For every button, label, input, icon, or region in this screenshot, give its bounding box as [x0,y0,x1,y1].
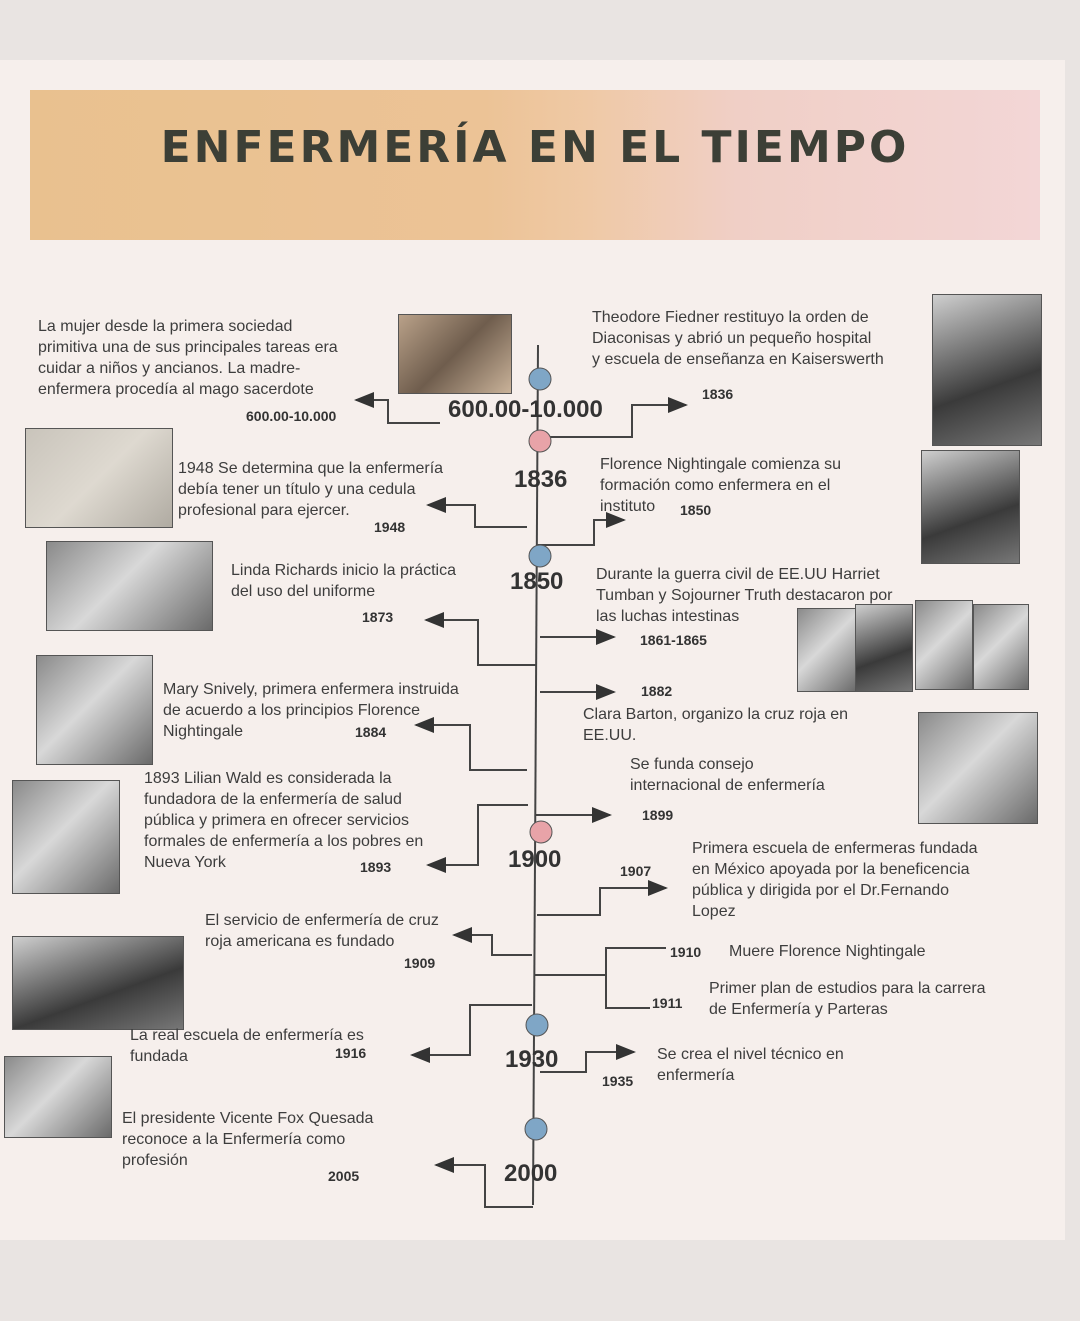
period-label: 1836 [514,466,568,493]
ancient-healer-image [398,314,512,394]
event-year: 1909 [404,955,436,971]
page-title: ENFERMERÍA EN EL TIEMPO [160,122,910,173]
event-text-1884: Mary Snively, primera enfermera instruida de acuerdo a los principios Florence Nightingale [163,681,459,740]
theodore-fliedner-portrait [932,294,1042,446]
event-text-1907: Primera escuela de enfermeras fundada en México apoyada por la beneficencia pública y dirigida por el Dr.Fernando Lopez [692,840,978,920]
event-text-2005: El presidente Vicente Fox Quesada reconoce a la Enfermería como profesión [122,1110,374,1169]
professional-license-document [25,428,173,528]
event-text-1882: Clara Barton, organizo la cruz roja en EE.UU. [583,706,849,744]
event-text-1911: Primer plan de estudios para la carrera de Enfermería y Parteras [709,980,986,1018]
clara-barton-portrait [918,712,1038,824]
event-year: 1911 [652,995,683,1011]
civil-war-portrait-3 [915,600,973,690]
event-text-1948: 1948 Se determina que la enfermería debía tener un título y una cedula profesional para ejercer. [178,460,444,519]
event-text-1850: Florence Nightingale comienza su formación como enfermera en el instituto [600,456,842,515]
event-year: 1861-1865 [640,632,707,648]
event-year: 1916 [335,1045,367,1061]
event-text-1899: Se funda consejo internacional de enfermería [630,756,825,794]
event-year: 2005 [328,1168,360,1184]
event-text-1935: Se crea el nivel técnico en enfermería [657,1046,844,1084]
period-label: 1930 [505,1046,559,1073]
event-year: 1948 [374,519,406,535]
event-year: 1873 [362,609,394,625]
mary-snively-portrait [36,655,153,765]
period-label: 2000 [504,1160,558,1187]
period-label: 1900 [508,846,562,873]
event-year: 1907 [620,863,652,879]
event-year: 600.00-10.000 [246,408,337,424]
event-text-1861-1865: Durante la guerra civil de EE.UU Harriet Tumban y Sojourner Truth destacaron por las luchas intestinas [596,566,893,625]
event-text-1836: Theodore Fiedner restituyo la orden de Diaconisas y abrió un pequeño hospital y escuela de enseñanza en Kaiserswerth [592,309,884,368]
lilian-wald-portrait [12,780,120,894]
event-year: 1836 [702,386,734,402]
event-year: 1850 [680,502,712,518]
event-year: 1910 [670,944,702,960]
event-text-1893: 1893 Lilian Wald es considerada la fundadora de la enfermería de salud pública y primera en ofrecer servicios formales de enfermería a los pobres en Nueva York [144,770,424,871]
florence-nightingale-portrait [921,450,1020,564]
event-year: 1884 [355,724,387,740]
event-year: 1882 [641,683,673,699]
event-year: 1899 [642,807,674,823]
event-text-1916: La real escuela de enfermería es fundada [130,1027,364,1065]
event-year: 1935 [602,1073,634,1089]
event-text-ancient: La mujer desde la primera sociedad primitiva una de sus principales tareas era cuidar a niños y ancianos. La madre- enfermera procedía al mago sacerdote [38,318,338,398]
civil-war-portrait-4 [973,604,1029,690]
nursing-school-building-image [4,1056,112,1138]
red-cross-nurses-image [12,936,184,1030]
event-text-1873: Linda Richards inicio la práctica del uso del uniforme [231,562,456,600]
event-year: 1893 [360,859,392,875]
period-label: 1850 [510,568,564,595]
event-text-1909: El servicio de enfermería de cruz roja americana es fundado [205,912,439,950]
linda-richards-portrait [46,541,213,631]
period-label: 600.00-10.000 [448,396,603,423]
event-text-1910: Muere Florence Nightingale [729,943,926,960]
